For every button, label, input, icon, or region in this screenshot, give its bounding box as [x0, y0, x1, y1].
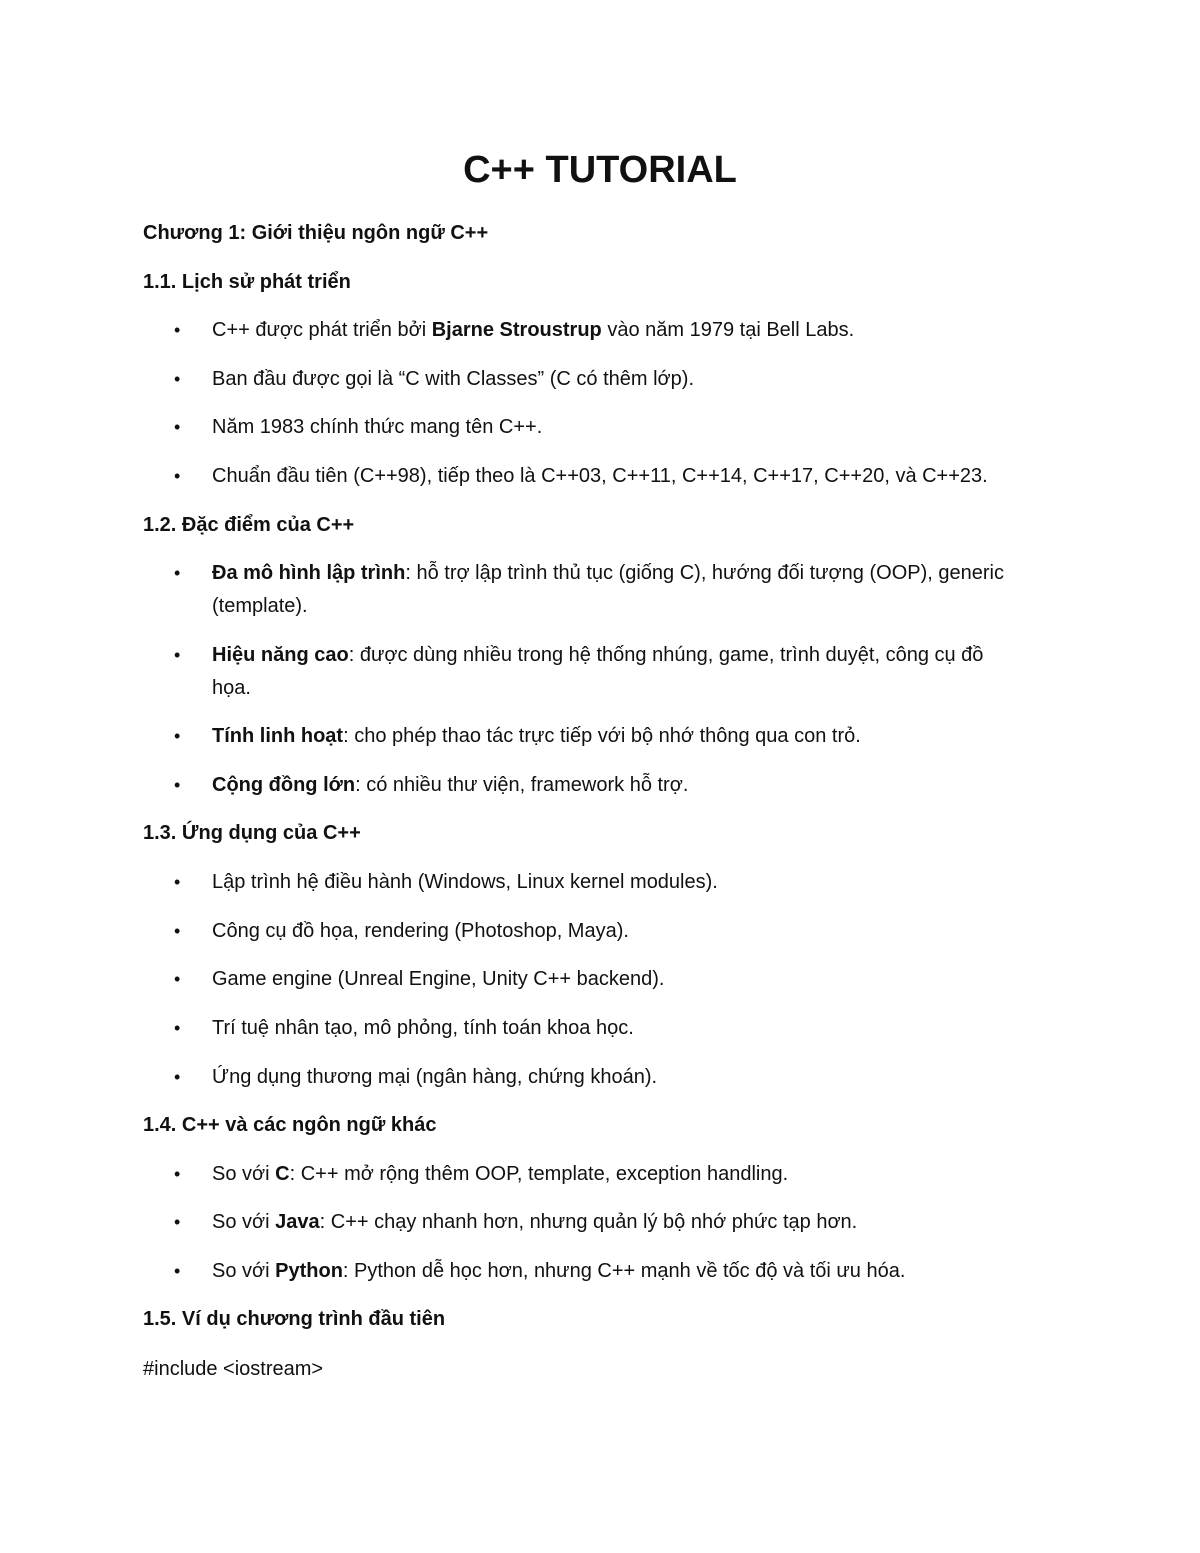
item-bold-term: Tính linh hoạt [212, 725, 344, 747]
item-text: Ban đầu được gọi là “C with Classes” (C có thêm lớp). [212, 368, 695, 390]
item-bold-term: Đa mô hình lập trình [212, 562, 406, 584]
list-item [212, 723, 861, 749]
item-text: : C++ chạy nhanh hơn, nhưng quản lý bộ nhớ phức tạp hơn. [319, 1211, 858, 1233]
document-title: C++ TUTORIAL [463, 149, 737, 191]
item-text: : có nhiều thư viện, framework hỗ trợ. [355, 774, 689, 796]
bullet-marker: • [174, 969, 181, 989]
bullet-marker: • [174, 369, 181, 389]
bullet-marker: • [174, 1261, 181, 1281]
item-bold-term: Bjarne Stroustrup [431, 319, 602, 341]
bullet-marker: • [174, 1018, 181, 1038]
item-text: : cho phép thao tác trực tiếp với bộ nhớ thông qua con trỏ. [343, 725, 861, 747]
item-text: Công cụ đồ họa, rendering (Photoshop, Maya). [212, 920, 629, 942]
section-heading-1-2: 1.2. Đặc điểm của C++ [143, 514, 355, 536]
list-item [212, 560, 1004, 586]
item-text: Ứng dụng thương mại (ngân hàng, chứng khoán). [212, 1066, 658, 1088]
list-item [212, 772, 688, 798]
list-item [212, 317, 854, 343]
item-text: : hỗ trợ lập trình thủ tục (giống C), hướng đối tượng (OOP), generic [405, 562, 1004, 584]
item-text: Năm 1983 chính thức mang tên C++. [212, 416, 543, 438]
section-heading-1-5: 1.5. Ví dụ chương trình đầu tiên [143, 1308, 446, 1330]
item-text: Lập trình hệ điều hành (Windows, Linux kernel modules). [212, 871, 718, 893]
bullet-marker: • [174, 417, 181, 437]
bullet-marker: • [174, 921, 181, 941]
item-text: : C++ mở rộng thêm OOP, template, exception handling. [289, 1163, 789, 1185]
bullet-marker: • [174, 872, 181, 892]
list-item-continuation: họa. [212, 677, 251, 699]
code-line: #include <iostream> [143, 1358, 324, 1380]
item-text: C++ được phát triển bởi [212, 319, 432, 341]
list-item [212, 966, 664, 992]
list-item [212, 918, 629, 944]
bullet-marker: • [174, 1164, 181, 1184]
item-text: Chuẩn đầu tiên (C++98), tiếp theo là C++03, C++11, C++14, C++17, C++20, và C++23. [212, 465, 988, 487]
item-bold-term: Hiệu năng cao [212, 644, 349, 666]
item-text: So với [212, 1260, 276, 1282]
item-text: So với [212, 1163, 276, 1185]
list-item [212, 1258, 905, 1284]
item-text: Game engine (Unreal Engine, Unity C++ backend). [212, 968, 665, 990]
list-item [212, 869, 718, 895]
list-item [212, 642, 983, 668]
item-bold-term: Python [275, 1260, 343, 1282]
list-item [212, 1209, 857, 1235]
bullet-marker: • [174, 1067, 181, 1087]
list-item [212, 1161, 788, 1187]
section-heading-1-4: 1.4. C++ và các ngôn ngữ khác [143, 1114, 437, 1136]
section-heading-1-1: 1.1. Lịch sử phát triển [143, 271, 351, 293]
item-text: : được dùng nhiều trong hệ thống nhúng, game, trình duyệt, công cụ đồ [348, 644, 984, 666]
bullet-marker: • [174, 320, 181, 340]
list-item [212, 414, 542, 440]
list-item-continuation: (template). [212, 595, 308, 617]
list-item [212, 1015, 634, 1041]
item-text: So với [212, 1211, 276, 1233]
list-item [212, 1064, 657, 1090]
list-item [212, 366, 694, 392]
item-bold-term: Java [275, 1211, 320, 1233]
bullet-marker: • [174, 1212, 181, 1232]
bullet-marker: • [174, 645, 181, 665]
item-bold-term: Cộng đồng lớn [212, 774, 356, 796]
chapter-heading: Chương 1: Giới thiệu ngôn ngữ C++ [143, 222, 489, 244]
section-heading-1-3: 1.3. Ứng dụng của C++ [143, 822, 361, 844]
bullet-marker: • [174, 563, 181, 583]
bullet-marker: • [174, 466, 181, 486]
bullet-marker: • [174, 726, 181, 746]
item-text: : Python dễ học hơn, nhưng C++ mạnh về tốc độ và tối ưu hóa. [342, 1260, 906, 1282]
bullet-marker: • [174, 775, 181, 795]
item-text: vào năm 1979 tại Bell Labs. [601, 319, 855, 341]
list-item [212, 463, 988, 489]
item-bold-term: C [275, 1163, 290, 1185]
item-text: Trí tuệ nhân tạo, mô phỏng, tính toán khoa học. [212, 1017, 634, 1039]
